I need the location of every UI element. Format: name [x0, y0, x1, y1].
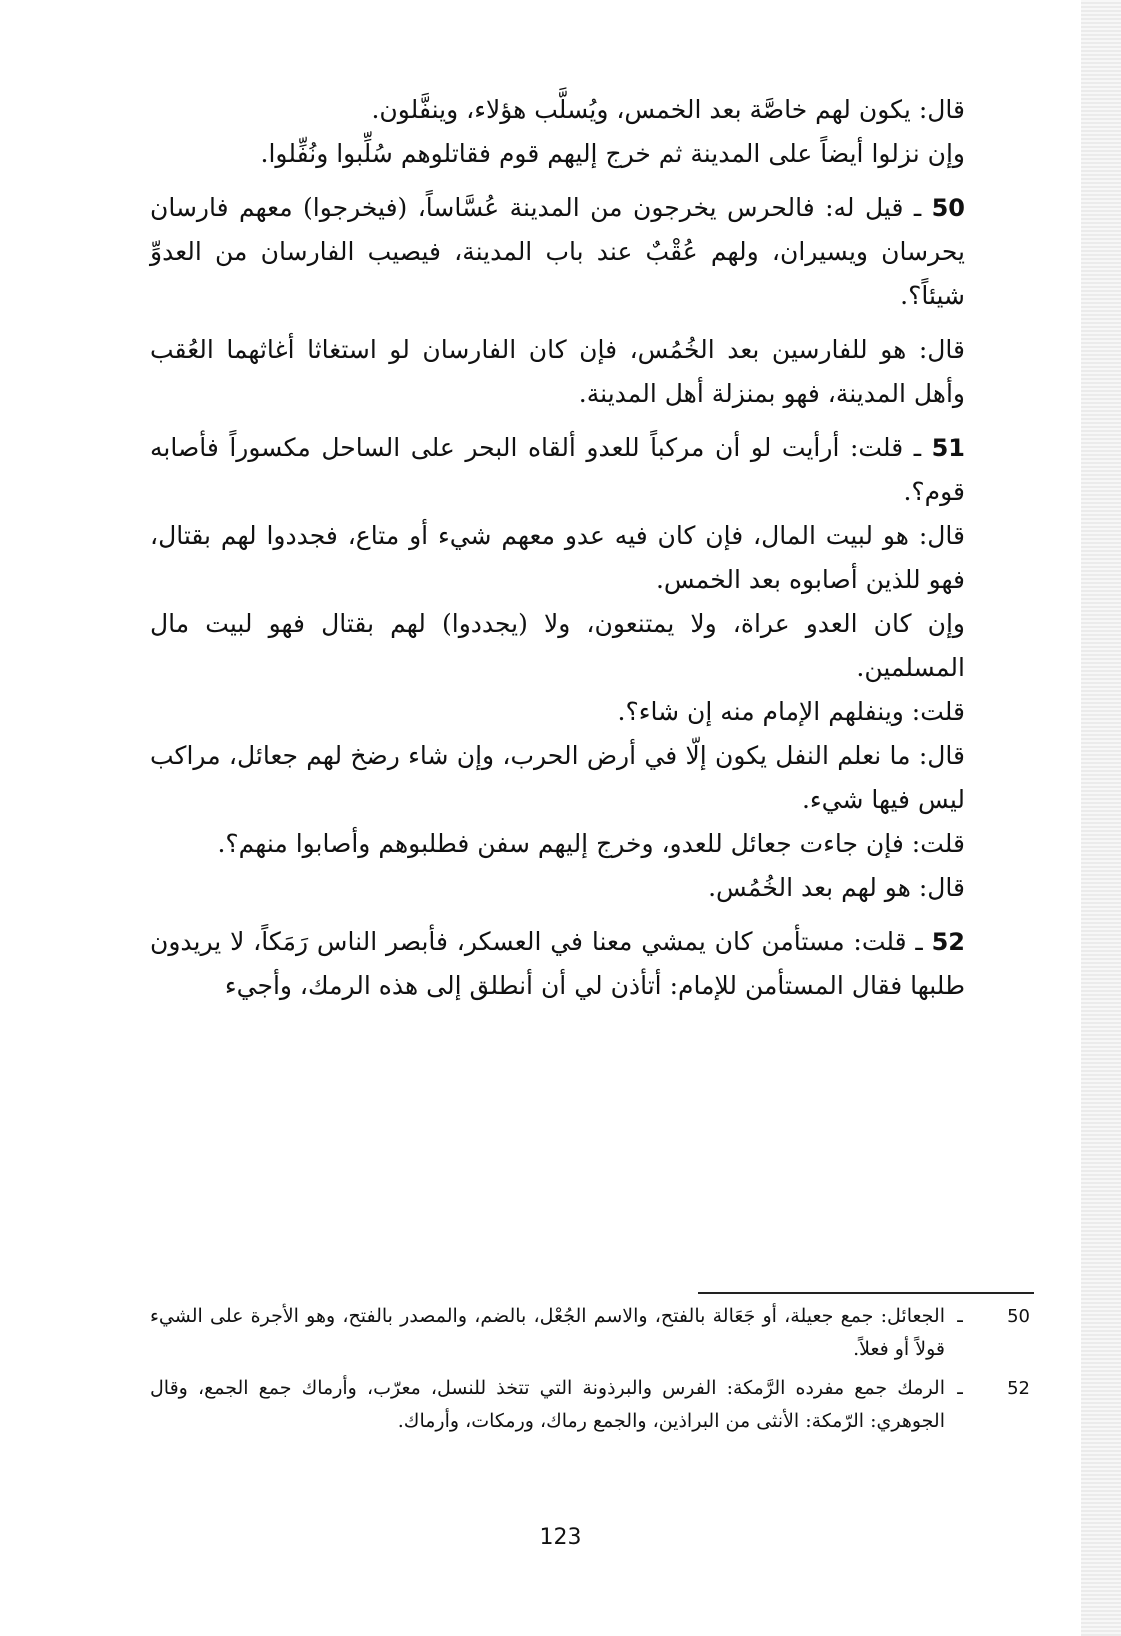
page-number: 123: [539, 1525, 582, 1550]
paragraph: [150, 822, 965, 866]
footnote-number: 50: [1007, 1306, 1030, 1327]
paragraph-51: [150, 426, 965, 514]
paragraph: [150, 328, 965, 416]
paragraph-text: قلت: وينفلهم الإمام منه إن شاء؟.: [617, 697, 965, 726]
footnote-text: الجعائل: جمع جعيلة، أو جَعَالة بالفتح، والاسم الجُعْل، بالضم، والمصدر بالفتح، وهو الأجرة على الشيء قولاً أو فعلاً.: [150, 1305, 945, 1360]
paragraph-text: ـ قلت: أرأيت لو أن مركباً للعدو ألقاه البحر على الساحل مكسوراً فأصابه قوم؟.: [150, 433, 965, 506]
footnotes: [150, 1300, 1030, 1444]
footnote-divider: [698, 1292, 1034, 1294]
footnote-number: 52: [1007, 1378, 1030, 1399]
paragraph-text: قال: هو لبيت المال، فإن كان فيه عدو معهم شيء أو متاع، فجددوا لهم بقتال، فهو للذين أصابوه بعد الخمس.: [150, 521, 965, 594]
paragraph-text: قال: هو لهم بعد الخُمُس.: [708, 873, 965, 902]
paragraph: [150, 734, 965, 822]
paragraph: [150, 602, 965, 690]
paragraph-52: [150, 920, 965, 1008]
page-edge: [1081, 0, 1121, 1636]
footnote-text: الرمك جمع مفرده الرَّمكة: الفرس والبرذونة التي تتخذ للنسل، معرّب، وأرماك جمع الجمع، وقال الجوهري: الرّمكة: الأنثى من البراذين، والجمع رماك، ورمكات، وأرماك.: [150, 1377, 945, 1432]
main-text: [150, 88, 965, 1008]
question-number: 50: [931, 194, 965, 222]
paragraph-50: [150, 186, 965, 318]
footnote-52: [150, 1372, 1030, 1438]
paragraph-text: قال: يكون لهم خاصَّة بعد الخمس، ويُسلَّب هؤلاء، وينفَّلون.: [371, 95, 965, 124]
footnote-dash: ـ: [957, 1377, 963, 1399]
paragraph: [150, 690, 965, 734]
paragraph-text: وإن كان العدو عراة، ولا يمتنعون، ولا (يجددوا) لهم بقتال فهو لبيت مال المسلمين.: [150, 609, 965, 682]
paragraph: [150, 866, 965, 910]
footnote-50: [150, 1300, 1030, 1366]
paragraph-text: ـ قلت: مستأمن كان يمشي معنا في العسكر، فأبصر الناس رَمَكاً، لا يريدون طلبها فقال المستأمن للإمام: أتأذن لي أن أنطلق إلى هذه الرمك، وأجيء: [150, 927, 965, 1000]
paragraph-text: وإن نزلوا أيضاً على المدينة ثم خرج إليهم قوم فقاتلوهم سُلِّبوا ونُفِّلوا.: [260, 139, 965, 168]
paragraph: [150, 514, 965, 602]
paragraph: [150, 132, 965, 176]
paragraph: [150, 88, 965, 132]
question-number: 52: [931, 928, 965, 956]
paragraph-text: قال: هو للفارسين بعد الخُمُس، فإن كان الفارسان لو استغاثا أغاثهما العُقب وأهل المدينة، فهو بمنزلة أهل المدينة.: [150, 335, 965, 408]
paragraph-text: قلت: فإن جاءت جعائل للعدو، وخرج إليهم سفن فطلبوهم وأصابوا منهم؟.: [217, 829, 965, 858]
paragraph-text: ـ قيل له: فالحرس يخرجون من المدينة عُسَّاساً، (فيخرجوا) معهم فارسان يحرسان ويسيران، ولهم عُقْبٌ عند باب المدينة، فيصيب الفارسان من العدوِّ شيئاً؟.: [150, 193, 965, 310]
footnote-dash: ـ: [957, 1305, 963, 1327]
question-number: 51: [931, 434, 965, 462]
paragraph-text: قال: ما نعلم النفل يكون إلّا في أرض الحرب، وإن شاء رضخ لهم جعائل، مراكب ليس فيها شيء.: [150, 741, 965, 814]
